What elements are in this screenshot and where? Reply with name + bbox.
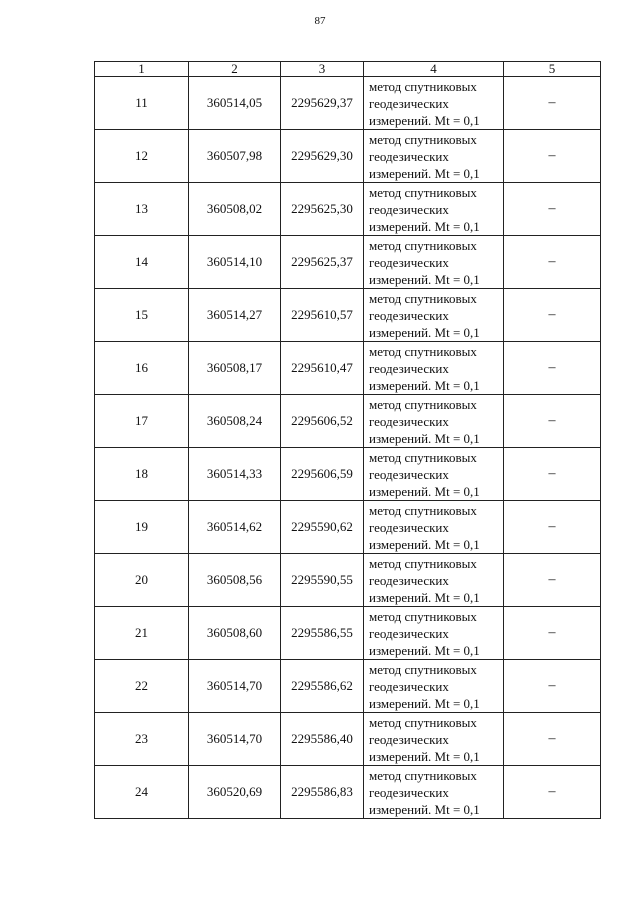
method-cell: метод спутниковых геодезических измерений. Mt = 0,1 xyxy=(364,660,504,713)
table-row xyxy=(95,766,601,819)
method-cell: метод спутниковых геодезических измерений. Mt = 0,1 xyxy=(364,395,504,448)
point-number-cell: 22 xyxy=(95,660,189,713)
y-coordinate-cell: 2295586,83 xyxy=(281,766,364,819)
note-cell: – xyxy=(504,342,601,395)
note-cell: – xyxy=(504,130,601,183)
x-coordinate-cell: 360508,02 xyxy=(189,183,281,236)
column-header-3: 3 xyxy=(281,62,364,77)
y-coordinate-cell: 2295606,52 xyxy=(281,395,364,448)
point-number-cell: 17 xyxy=(95,395,189,448)
point-number-cell: 24 xyxy=(95,766,189,819)
note-cell: – xyxy=(504,607,601,660)
column-header-1: 1 xyxy=(95,62,189,77)
point-number-cell: 14 xyxy=(95,236,189,289)
point-number-cell: 20 xyxy=(95,554,189,607)
note-cell: – xyxy=(504,554,601,607)
note-cell: – xyxy=(504,501,601,554)
x-coordinate-cell: 360514,70 xyxy=(189,660,281,713)
method-cell: метод спутниковых геодезических измерений. Mt = 0,1 xyxy=(364,77,504,130)
x-coordinate-cell: 360514,05 xyxy=(189,77,281,130)
table-row xyxy=(95,607,601,660)
point-number-cell: 12 xyxy=(95,130,189,183)
method-cell: метод спутниковых геодезических измерений. Mt = 0,1 xyxy=(364,183,504,236)
method-cell: метод спутниковых геодезических измерений. Mt = 0,1 xyxy=(364,448,504,501)
y-coordinate-cell: 2295629,30 xyxy=(281,130,364,183)
method-cell: метод спутниковых геодезических измерений. Mt = 0,1 xyxy=(364,607,504,660)
x-coordinate-cell: 360514,27 xyxy=(189,289,281,342)
point-number-cell: 16 xyxy=(95,342,189,395)
note-cell: – xyxy=(504,236,601,289)
table-row xyxy=(95,554,601,607)
note-cell: – xyxy=(504,660,601,713)
y-coordinate-cell: 2295586,55 xyxy=(281,607,364,660)
x-coordinate-cell: 360514,62 xyxy=(189,501,281,554)
note-cell: – xyxy=(504,395,601,448)
table-row xyxy=(95,448,601,501)
method-cell: метод спутниковых геодезических измерений. Mt = 0,1 xyxy=(364,130,504,183)
table-row xyxy=(95,130,601,183)
x-coordinate-cell: 360508,24 xyxy=(189,395,281,448)
y-coordinate-cell: 2295625,37 xyxy=(281,236,364,289)
table-row xyxy=(95,342,601,395)
column-header-5: 5 xyxy=(504,62,601,77)
y-coordinate-cell: 2295590,62 xyxy=(281,501,364,554)
x-coordinate-cell: 360507,98 xyxy=(189,130,281,183)
point-number-cell: 18 xyxy=(95,448,189,501)
y-coordinate-cell: 2295606,59 xyxy=(281,448,364,501)
point-number-cell: 13 xyxy=(95,183,189,236)
y-coordinate-cell: 2295629,37 xyxy=(281,77,364,130)
x-coordinate-cell: 360508,60 xyxy=(189,607,281,660)
x-coordinate-cell: 360514,33 xyxy=(189,448,281,501)
note-cell: – xyxy=(504,766,601,819)
note-cell: – xyxy=(504,77,601,130)
method-cell: метод спутниковых геодезических измерений. Mt = 0,1 xyxy=(364,342,504,395)
page-number: 87 xyxy=(314,15,326,27)
table-row xyxy=(95,236,601,289)
coordinates-table xyxy=(94,61,601,819)
note-cell: – xyxy=(504,713,601,766)
note-cell: – xyxy=(504,448,601,501)
point-number-cell: 19 xyxy=(95,501,189,554)
y-coordinate-cell: 2295610,47 xyxy=(281,342,364,395)
method-cell: метод спутниковых геодезических измерений. Mt = 0,1 xyxy=(364,766,504,819)
y-coordinate-cell: 2295586,40 xyxy=(281,713,364,766)
x-coordinate-cell: 360520,69 xyxy=(189,766,281,819)
point-number-cell: 11 xyxy=(95,77,189,130)
method-cell: метод спутниковых геодезических измерений. Mt = 0,1 xyxy=(364,554,504,607)
table-header-row xyxy=(95,62,601,77)
table-row xyxy=(95,713,601,766)
x-coordinate-cell: 360508,56 xyxy=(189,554,281,607)
column-header-4: 4 xyxy=(364,62,504,77)
table-row xyxy=(95,183,601,236)
table-row xyxy=(95,289,601,342)
x-coordinate-cell: 360514,10 xyxy=(189,236,281,289)
x-coordinate-cell: 360508,17 xyxy=(189,342,281,395)
note-cell: – xyxy=(504,183,601,236)
table-row xyxy=(95,395,601,448)
y-coordinate-cell: 2295625,30 xyxy=(281,183,364,236)
x-coordinate-cell: 360514,70 xyxy=(189,713,281,766)
point-number-cell: 15 xyxy=(95,289,189,342)
y-coordinate-cell: 2295590,55 xyxy=(281,554,364,607)
table-body xyxy=(95,77,601,819)
table-row xyxy=(95,77,601,130)
table-row xyxy=(95,660,601,713)
column-header-2: 2 xyxy=(189,62,281,77)
table-row xyxy=(95,501,601,554)
y-coordinate-cell: 2295610,57 xyxy=(281,289,364,342)
point-number-cell: 21 xyxy=(95,607,189,660)
note-cell: – xyxy=(504,289,601,342)
method-cell: метод спутниковых геодезических измерений. Mt = 0,1 xyxy=(364,236,504,289)
method-cell: метод спутниковых геодезических измерений. Mt = 0,1 xyxy=(364,289,504,342)
method-cell: метод спутниковых геодезических измерений. Mt = 0,1 xyxy=(364,501,504,554)
method-cell: метод спутниковых геодезических измерений. Mt = 0,1 xyxy=(364,713,504,766)
point-number-cell: 23 xyxy=(95,713,189,766)
y-coordinate-cell: 2295586,62 xyxy=(281,660,364,713)
